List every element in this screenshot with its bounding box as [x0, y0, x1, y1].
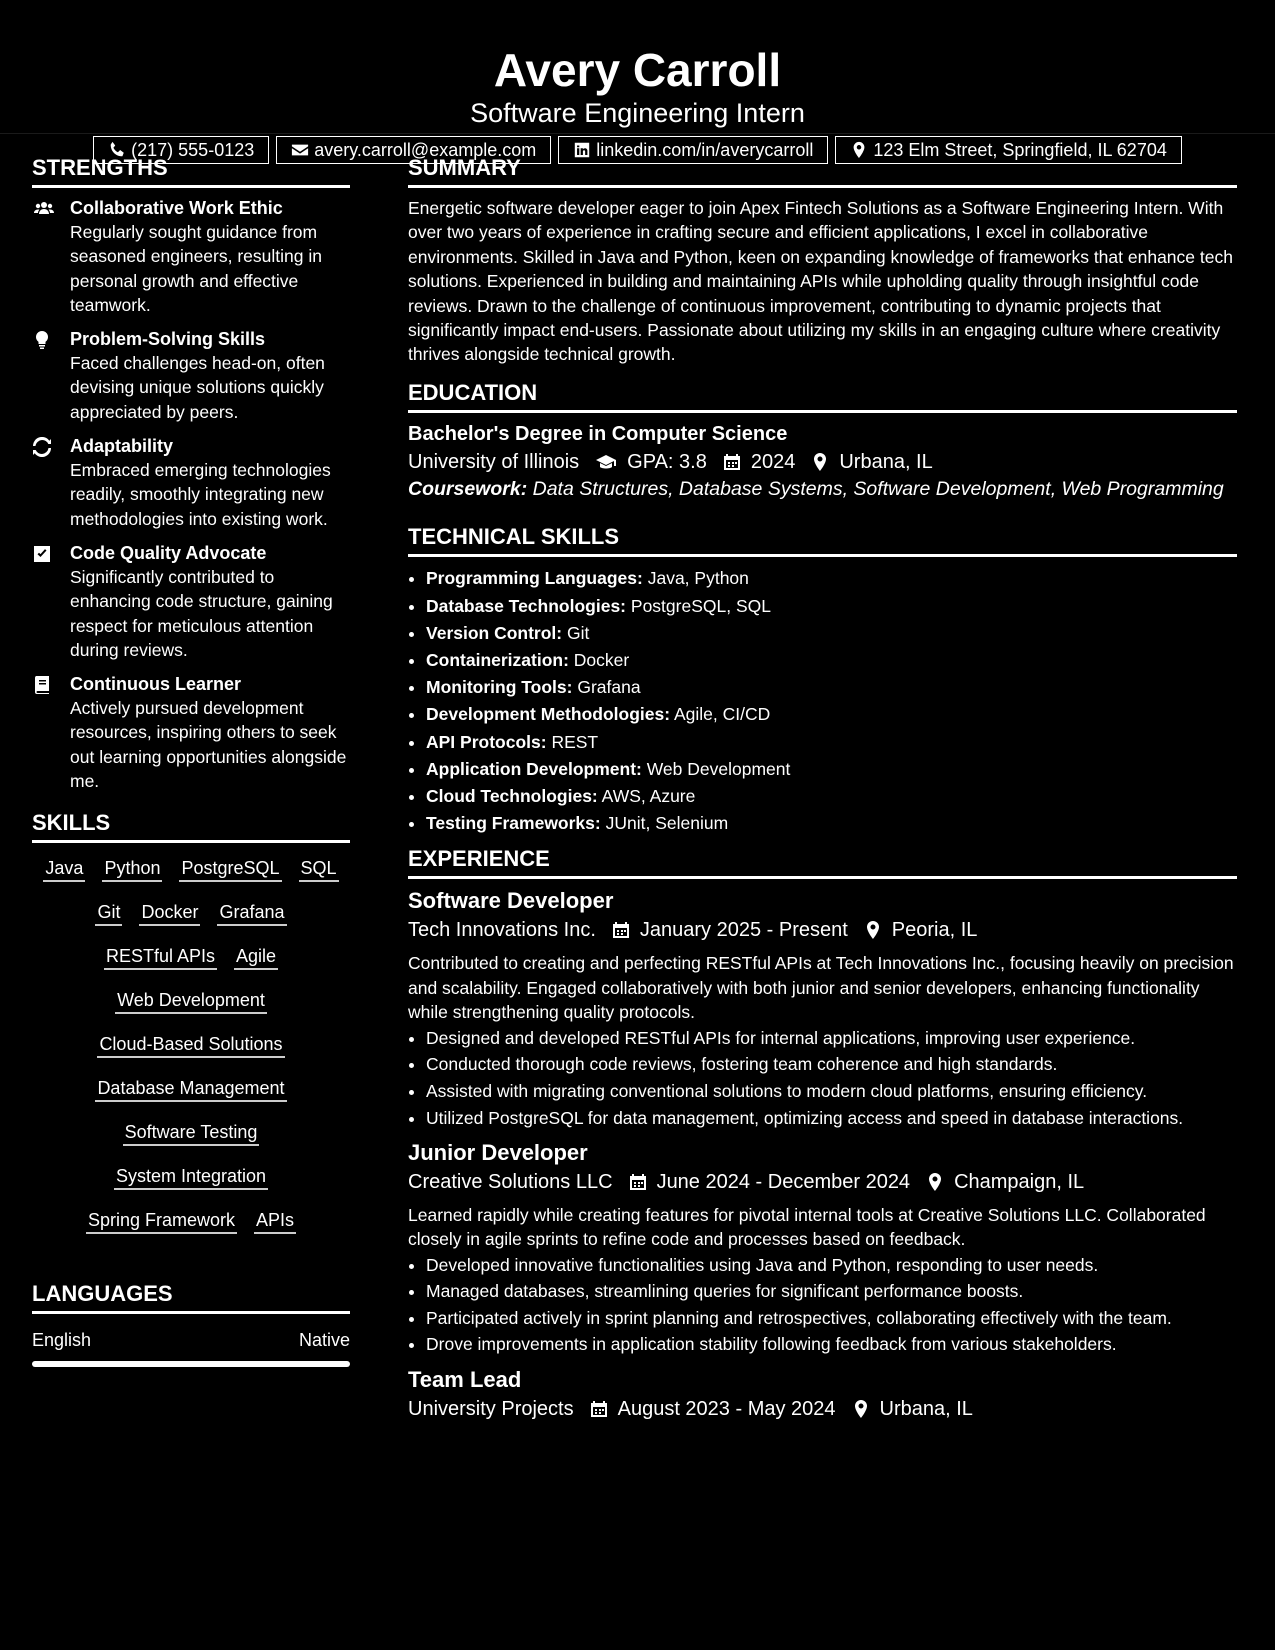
users-icon — [32, 199, 56, 219]
summary-text: Energetic software developer eager to join Apex Fintech Solutions as a Software Engineering Intern. With over two years of experience in crafting secure and efficient applications, I excel in collaborative environments. Skilled in Java and Python, keen on expanding knowledge of frameworks that enhance tech solutions. Experienced in building and maintaining APIs while upholding quality through insightful code reviews. Drawn to the challenge of continuous improvement, contributing to dynamic projects that significantly impact end-users. Passionate about utilizing my skills in an engaging culture where creativity thrives alongside technical growth. — [408, 198, 1233, 365]
skill-values: Docker — [573, 649, 630, 670]
skill-tag: Database Management — [95, 1077, 286, 1102]
skill-values: JUnit, Selenium — [605, 813, 729, 834]
school-name: University of Illinois — [408, 450, 580, 473]
list-item — [426, 593, 1237, 620]
job-bullets — [408, 1252, 1237, 1358]
education-meta — [408, 447, 1237, 477]
language-proficiency-bar — [32, 1361, 350, 1367]
skill-tag: PostgreSQL — [179, 857, 281, 882]
left-column — [32, 134, 350, 1432]
skill-category: Monitoring Tools: — [426, 677, 573, 698]
company-name: Tech Innovations Inc. — [408, 919, 596, 942]
strength-description: Embraced emerging technologies readily, smoothly integrating new methodologies into existing work. — [70, 460, 331, 529]
contact-phone-text: (217) 555-0123 — [131, 139, 255, 160]
list-item: • Developed innovative functionalities using Java and Python, responding to user needs. — [426, 1252, 1237, 1279]
list-item: • Conducted thorough code reviews, fostering team coherence and high standards. — [426, 1051, 1237, 1078]
calendar-icon — [611, 920, 631, 940]
job-meta — [408, 915, 1237, 945]
calendar-icon — [589, 1399, 609, 1419]
contact-address-text: 123 Elm Street, Springfield, IL 62704 — [873, 139, 1167, 160]
job-location: Peoria, IL — [891, 919, 978, 942]
strength-title: Problem-Solving Skills — [70, 329, 266, 350]
strengths-heading: STRENGTHS — [32, 154, 350, 188]
technical-skills-list — [408, 565, 1237, 837]
strength-title: Adaptability — [70, 436, 174, 457]
strength-title: Collaborative Work Ethic — [70, 198, 283, 218]
list-item — [426, 674, 1237, 701]
skill-tag: Java — [43, 857, 85, 882]
job-entry — [408, 887, 1237, 1130]
job-location: Champaign, IL — [954, 1170, 1085, 1193]
skills-heading: SKILLS — [32, 809, 350, 843]
candidate-name: Avery Carroll — [493, 44, 782, 96]
education-heading: EDUCATION — [408, 379, 1237, 413]
degree-title: Bachelor's Degree in Computer Science — [408, 422, 788, 445]
summary-heading: SUMMARY — [408, 154, 1237, 188]
experience-heading: EXPERIENCE — [408, 845, 1237, 879]
list-item — [426, 783, 1237, 810]
coursework-list: Data Structures, Database Systems, Software Development, Web Programming — [532, 477, 1224, 500]
languages-heading: LANGUAGES — [32, 1280, 350, 1314]
skill-tag: Software Testing — [123, 1121, 260, 1146]
skill-tag: System Integration — [114, 1165, 268, 1190]
list-item — [426, 647, 1237, 674]
skill-category: Cloud Technologies: — [426, 785, 598, 806]
company-name: Creative Solutions LLC — [408, 1170, 613, 1193]
skills-list — [32, 851, 350, 1234]
contact-linkedin-text: linkedin.com/in/averycarroll — [596, 139, 814, 160]
job-description: Learned rapidly while creating features for pivotal internal tools at Creative Solutions LLC. Collaborated closely in agile sprints to refine code and processes based on feedback. — [408, 1204, 1206, 1250]
candidate-title: Software Engineering Intern — [470, 98, 805, 128]
strength-description: Faced challenges head-on, often devising unique solutions quickly appreciated by peers. — [70, 353, 325, 422]
right-column — [408, 134, 1237, 1432]
list-item: • Drove improvements in application stability following feedback from various stakeholders. — [426, 1331, 1237, 1358]
skill-values: Grafana — [577, 677, 641, 698]
graduation-year: 2024 — [750, 450, 796, 473]
skill-category: Containerization: — [426, 649, 569, 670]
skill-category: Version Control: — [426, 622, 563, 643]
list-item — [426, 756, 1237, 783]
strength-item — [32, 434, 350, 531]
job-dates: January 2025 - Present — [639, 919, 848, 942]
list-item — [426, 810, 1237, 837]
skill-values: Java, Python — [647, 568, 749, 589]
graduation-cap-icon — [594, 452, 618, 472]
strength-item — [32, 672, 350, 793]
list-item: • Participated actively in sprint planning and retrospectives, collaborating effectively with the team. — [426, 1305, 1237, 1332]
school-location: Urbana, IL — [839, 450, 933, 473]
language-item — [32, 1330, 350, 1351]
job-meta — [408, 1394, 1237, 1424]
sync-icon — [32, 437, 52, 457]
language-name: English — [32, 1330, 92, 1351]
skill-category: Database Technologies: — [426, 595, 627, 616]
lightbulb-icon — [32, 330, 52, 350]
strength-item — [32, 196, 350, 317]
skill-tag: SQL — [299, 857, 339, 882]
company-name: University Projects — [408, 1397, 574, 1420]
skill-tag: Docker — [139, 901, 200, 926]
job-dates: August 2023 - May 2024 — [617, 1397, 836, 1420]
list-item: • Assisted with migrating conventional solutions to modern cloud platforms, ensuring efficiency. — [426, 1078, 1237, 1105]
strength-title: Code Quality Advocate — [70, 542, 267, 563]
location-icon — [925, 1172, 945, 1192]
skill-category: Development Methodologies: — [426, 704, 671, 725]
calendar-icon — [628, 1172, 648, 1192]
job-entry — [408, 1366, 1237, 1424]
strength-item — [32, 541, 350, 662]
technical-skills-heading: TECHNICAL SKILLS — [408, 523, 1237, 557]
strength-item — [32, 327, 350, 424]
resume-header — [0, 0, 1275, 160]
skill-category: Programming Languages: — [426, 568, 643, 589]
list-item — [426, 729, 1237, 756]
list-item: • Designed and developed RESTful APIs for internal applications, improving user experience. — [426, 1025, 1237, 1052]
skill-values: Git — [567, 622, 590, 643]
job-title: Junior Developer — [408, 1139, 588, 1165]
skill-tag: RESTful APIs — [104, 945, 217, 970]
job-location: Urbana, IL — [879, 1397, 973, 1420]
job-bullets — [408, 1025, 1237, 1131]
job-meta — [408, 1167, 1237, 1197]
skill-tag: Spring Framework — [86, 1209, 237, 1234]
language-level: Native — [298, 1330, 350, 1351]
skill-tag: Agile — [234, 945, 278, 970]
job-title: Team Lead — [408, 1366, 522, 1392]
skill-values: Agile, CI/CD — [673, 704, 771, 725]
skill-tag: APIs — [254, 1209, 296, 1234]
skill-tag: Git — [95, 901, 122, 926]
gpa: GPA: 3.8 — [627, 450, 707, 473]
job-description: Contributed to creating and perfecting RESTful APIs at Tech Innovations Inc., focusing heavily on precision and scalability. Engaged collaboratively with both junior and senior developers, enhancing functionality while strengthening quality protocols. — [408, 953, 1234, 1023]
location-icon — [851, 1399, 871, 1419]
skill-tag: Cloud-Based Solutions — [97, 1033, 284, 1058]
location-icon — [810, 452, 830, 472]
list-item — [426, 620, 1237, 647]
strength-description: Actively pursued development resources, inspiring others to seek out learning opportunities alongside me. — [70, 698, 347, 792]
coursework-label: Coursework: — [408, 477, 528, 500]
skill-category: Application Development: — [426, 758, 642, 779]
calendar-icon — [722, 452, 742, 472]
coursework — [408, 477, 1237, 502]
location-icon — [863, 920, 883, 940]
book-icon — [32, 675, 52, 695]
skill-values: Web Development — [646, 758, 791, 779]
list-item — [426, 565, 1237, 592]
list-item — [426, 701, 1237, 728]
skill-tag: Web Development — [115, 989, 267, 1014]
skill-tag: Grafana — [217, 901, 286, 926]
job-dates: June 2024 - December 2024 — [656, 1170, 911, 1193]
strength-description: Significantly contributed to enhancing code structure, gaining respect for meticulous attention during reviews. — [70, 566, 333, 660]
list-item: • Managed databases, streamlining queries for significant performance boosts. — [426, 1278, 1237, 1305]
skill-category: API Protocols: — [426, 731, 547, 752]
skill-category: Testing Frameworks: — [426, 813, 601, 834]
strength-title: Continuous Learner — [70, 674, 242, 695]
list-item: • Utilized PostgreSQL for data management, optimizing access and speed in database interactions. — [426, 1106, 1237, 1130]
job-title: Software Developer — [408, 888, 614, 914]
skill-values: REST — [551, 731, 599, 752]
contact-email-text: avery.carroll@example.com — [314, 139, 537, 160]
skill-values: PostgreSQL, SQL — [630, 595, 771, 616]
strength-description: Regularly sought guidance from seasoned engineers, resulting in personal growth and effective teamwork. — [70, 222, 322, 315]
skill-tag: Python — [102, 857, 162, 882]
skill-values: AWS, Azure — [601, 785, 696, 806]
check-square-icon — [32, 544, 52, 564]
job-entry — [408, 1139, 1237, 1358]
